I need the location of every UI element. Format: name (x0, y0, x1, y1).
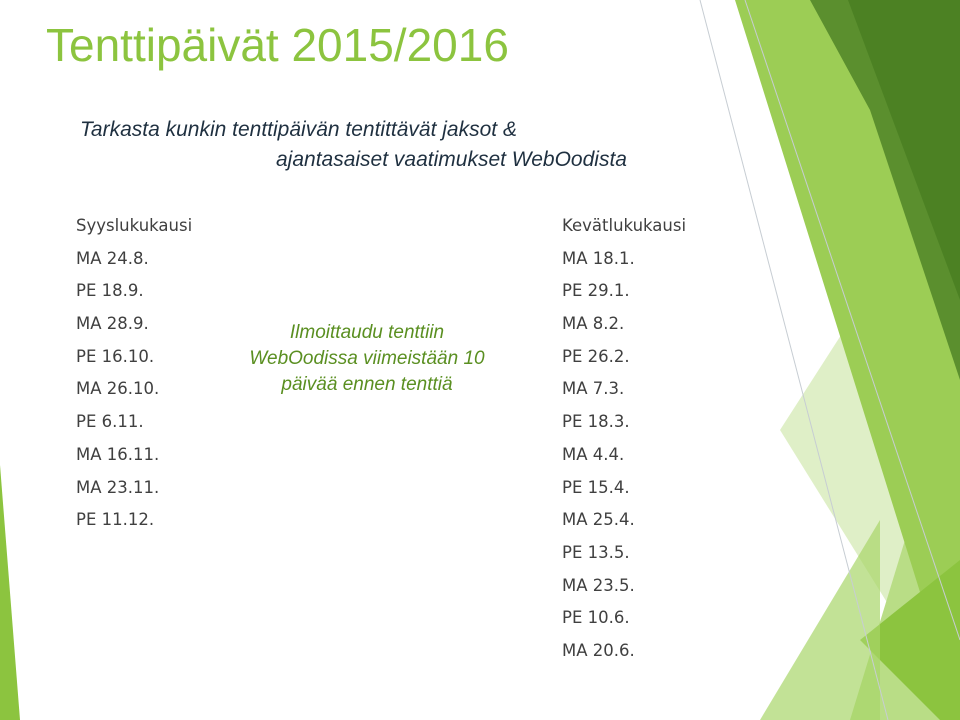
list-item: PE 26.2. (562, 346, 630, 366)
list-item: MA 18.1. (562, 248, 635, 268)
subtitle-line-1: Tarkasta kunkin tenttipäivän tentittävät jaksot & (80, 118, 517, 141)
list-item: PE 18.9. (76, 281, 144, 301)
list-item: PE 6.11. (76, 412, 144, 432)
note-line-1: Ilmoittaudu tenttiin (289, 322, 445, 343)
list-item: PE 18.3. (562, 412, 630, 432)
registration-note (222, 320, 512, 398)
list-item: PE 13.5. (562, 542, 630, 562)
list-item: PE 16.10. (76, 346, 155, 366)
list-item: MA 25.4. (562, 510, 635, 530)
note-line-3: päivää ennen tenttiä (281, 374, 453, 395)
list-item: MA 7.3. (562, 379, 625, 399)
list-item: MA 4.4. (562, 444, 625, 464)
list-item: PE 29.1. (562, 281, 630, 301)
subtitle-line-2: ajantasaiset vaatimukset WebOodista (276, 148, 627, 171)
spring-dates-list (562, 213, 686, 671)
list-item: PE 10.6. (562, 608, 630, 628)
list-item: MA 28.9. (76, 314, 149, 334)
list-item: MA 24.8. (76, 248, 149, 268)
list-item: PE 15.4. (562, 477, 630, 497)
list-item: MA 20.6. (562, 640, 635, 660)
list-item: MA 23.5. (562, 575, 635, 595)
list-item: MA 23.11. (76, 477, 160, 497)
list-item: PE 11.12. (76, 510, 155, 530)
list-item: MA 8.2. (562, 314, 625, 334)
autumn-dates-list (76, 213, 192, 540)
note-line-2: WebOodissa viimeistään 10 (249, 348, 485, 369)
list-item: MA 16.11. (76, 444, 160, 464)
list-item: MA 26.10. (76, 379, 160, 399)
autumn-heading: Syyslukukausi (76, 216, 193, 235)
page-title: Tenttipäivät 2015/2016 (46, 19, 509, 71)
left-accent-triangle (0, 465, 20, 720)
spring-heading: Kevätlukukausi (562, 216, 687, 235)
